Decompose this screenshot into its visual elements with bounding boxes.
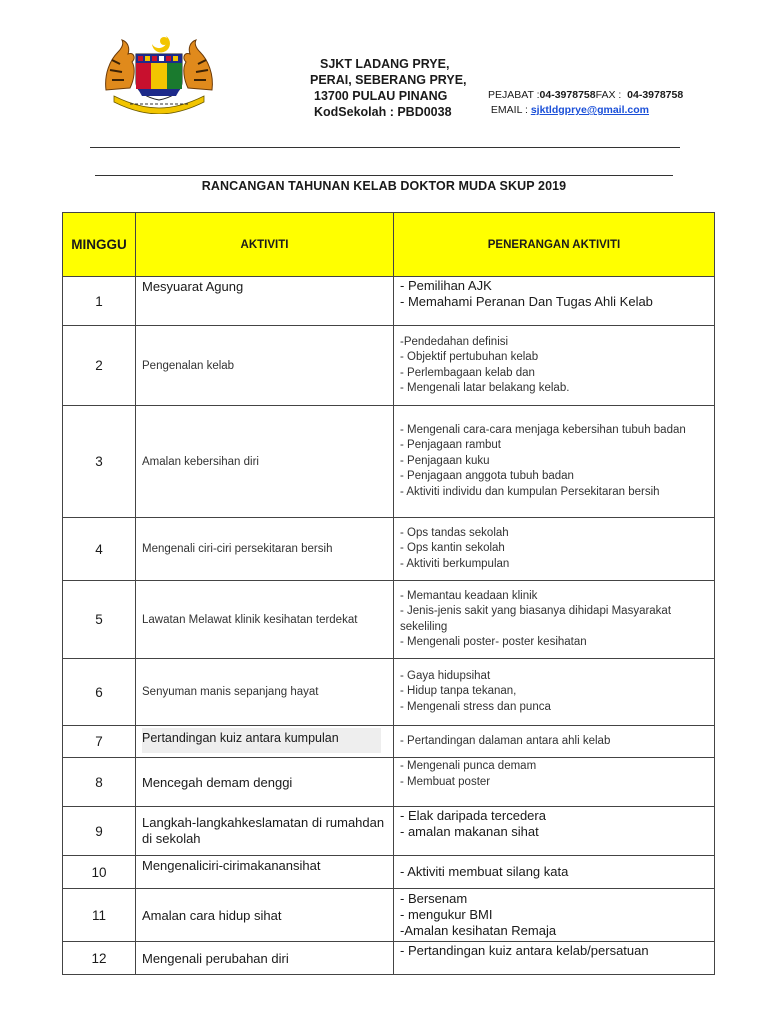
email-line [488,103,683,118]
description-line: - Objektif pertubuhan kelab [400,351,539,363]
document-title: RANCANGAN TAHUNAN KELAB DOKTOR MUDA SKUP 2019 [201,179,567,193]
description-line: - Elak daripada tercedera [400,808,546,823]
description-cell [394,726,715,758]
description-line: - Aktiviti membuat silang kata [400,864,569,879]
activity-cell [136,726,394,758]
description-line: - Penjagaan anggota tubuh badan [400,470,574,483]
description-line: - Membuat poster [400,775,491,788]
fax-number: 04-3978758 [627,89,684,101]
description-cell [394,277,715,326]
table-row [63,659,715,726]
description-cell [394,581,715,659]
week-number: 8 [63,758,136,807]
week-number: 1 [63,277,136,326]
description-line: - Hidup tanpa tekanan, [400,685,517,698]
table-header-row [63,213,715,277]
fax-label: FAX : [595,89,622,101]
contact-block [488,88,683,118]
table-row [63,807,715,856]
school-code-line: KodSekolah : PBD0038 [314,105,452,119]
week-number: 5 [63,581,136,659]
activity-cell: Pengenalan kelab [136,326,394,406]
description-cell [394,942,715,975]
description-line: - amalan makanan sihat [400,824,539,839]
description-line: - Penjagaan rambut [400,439,502,452]
description-line: -Pendedahan definisi [400,335,509,348]
activity-cell: Amalan kebersihan diri [136,406,394,518]
email-label: EMAIL : [490,104,528,116]
description-line: - Ops kantin sekolah [400,542,505,555]
table-row [63,942,715,975]
table-row [63,889,715,942]
description-line: - Ops tandas sekolah [400,526,509,539]
description-line: - mengukur BMI [400,907,493,922]
header-divider-2 [95,175,673,176]
description-line: - Pertandingan dalaman antara ahli kelab [400,734,611,747]
activity-plan-table [62,212,715,975]
description-line: - Bersenam [400,891,468,906]
phone-label: PEJABAT : [488,89,540,101]
header-minggu: MINGGU [63,213,136,277]
description-line: - Gaya hidupsihat [400,669,491,682]
school-crest-logo [100,30,218,114]
table-row [63,726,715,758]
activity-cell: Mengenaliciri-cirimakanansihat [136,856,394,889]
week-number: 6 [63,659,136,726]
description-cell [394,807,715,856]
description-line: - Memahami Peranan Dan Tugas Ahli Kelab [400,294,653,309]
week-number: 2 [63,326,136,406]
table-row [63,758,715,807]
description-cell [394,406,715,518]
description-line: -Amalan kesihatan Remaja [400,923,557,938]
description-cell [394,889,715,942]
table-row [63,277,715,326]
week-number: 3 [63,406,136,518]
description-line: - Jenis-jenis sakit yang biasanya dihidapi Masyarakat sekeliling [400,605,672,633]
activity-cell: Amalan cara hidup sihat [136,889,394,942]
header-divider-1 [90,147,680,148]
description-line: - Mengenali cara-cara menjaga kebersihan tubuh badan [400,423,686,436]
activity-cell: Mesyuarat Agung [136,277,394,326]
table-row [63,518,715,581]
table-row [63,581,715,659]
description-cell [394,856,715,889]
week-number: 4 [63,518,136,581]
activity-cell: Mencegah demam denggi [136,758,394,807]
phone-fax-line [488,88,683,103]
activity-cell: Mengenali perubahan diri [136,942,394,975]
description-cell [394,518,715,581]
activity-cell: Senyuman manis sepanjang hayat [136,659,394,726]
header-aktiviti: AKTIVITI [136,213,394,277]
activity-cell: Langkah-langkahkeslamatan di rumahdan di sekolah [136,807,394,856]
description-line: - Mengenali poster- poster kesihatan [400,636,587,648]
description-cell [394,659,715,726]
description-line: - Mengenali stress dan punca [400,700,551,713]
school-name-line: SJKT LADANG PRYE, [320,57,450,71]
table-row [63,856,715,889]
week-number: 7 [63,726,136,758]
header-penerangan: PENERANGAN AKTIVITI [394,213,715,277]
description-line: - Aktiviti berkumpulan [400,557,510,570]
week-number: 9 [63,807,136,856]
table-row [63,406,715,518]
activity-cell: Lawatan Melawat klinik kesihatan terdekat [136,581,394,659]
activity-highlight: Pertandingan kuiz antara kumpulan [142,728,381,753]
description-cell [394,326,715,406]
description-line: - Mengenali punca demam [400,760,537,772]
phone-number: 04-3978758 [539,89,596,101]
description-line: - Pemilihan AJK [400,278,492,293]
description-line: - Aktiviti individu dan kumpulan Persekitaran bersih [400,485,660,498]
activity-cell: Mengenali ciri-ciri persekitaran bersih [136,518,394,581]
description-line: - Pertandingan kuiz antara kelab/persatuan [400,943,649,958]
week-number: 10 [63,856,136,889]
email-link[interactable]: sjktldgprye@gmail.com [530,104,649,116]
description-cell [394,758,715,807]
school-address-line: PERAI, SEBERANG PRYE, [310,73,467,87]
description-line: - Penjagaan kuku [400,454,490,467]
description-line: - Mengenali latar belakang kelab. [400,382,570,394]
week-number: 12 [63,942,136,975]
description-line: - Memantau keadaan klinik [400,589,538,602]
description-line: - Perlembagaan kelab dan [400,366,535,379]
school-address-block [310,56,490,120]
week-number: 11 [63,889,136,942]
school-postcode-line: 13700 PULAU PINANG [314,89,448,103]
table-row [63,326,715,406]
